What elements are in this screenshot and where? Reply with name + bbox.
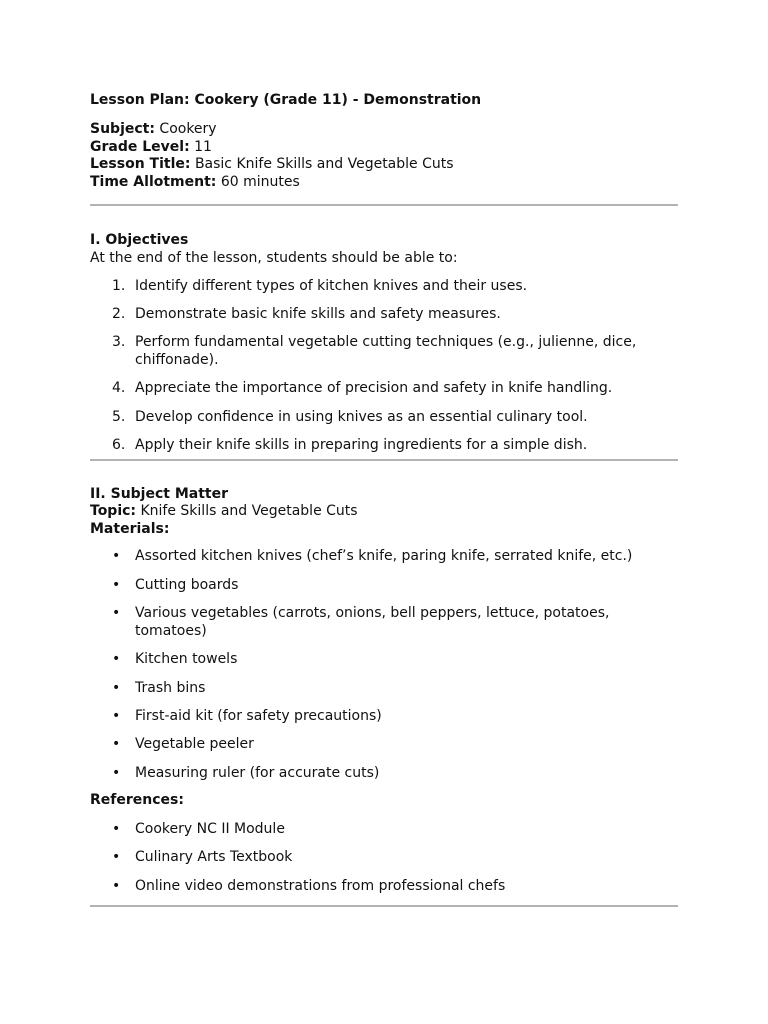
bullet-icon: • [112, 605, 121, 622]
list-item-text: Identify different types of kitchen knives and their uses. [135, 277, 528, 294]
list-item [90, 765, 678, 783]
list-item-text: Various vegetables (carrots, onions, bell peppers, lettuce, potatoes, tomatoes) [135, 605, 610, 639]
topic-value: Knife Skills and Vegetable Cuts [140, 503, 358, 520]
meta-time-allotment-value: 60 minutes [220, 173, 300, 190]
meta-time-allotment [90, 174, 678, 192]
meta-subject-value: Cookery [159, 121, 217, 137]
list-item-text: Trash bins [135, 679, 206, 696]
bullet-icon: • [112, 849, 121, 866]
list-item [90, 849, 678, 867]
list-item [90, 548, 678, 566]
list-item-text: Kitchen towels [135, 651, 238, 668]
list-number: 5. [112, 408, 126, 425]
list-item-text: Culinary Arts Textbook [135, 849, 293, 866]
list-item-text: Measuring ruler (for accurate cuts) [135, 764, 380, 781]
list-number: 4. [112, 380, 126, 397]
meta-lesson-title-label: Lesson Title: [90, 156, 191, 173]
list-item-text: Apply their knife skills in preparing ingredients for a simple dish. [135, 437, 588, 454]
objectives-list [90, 278, 678, 455]
list-item [90, 821, 678, 839]
list-item [90, 380, 678, 398]
list-number: 2. [112, 305, 126, 322]
objectives-intro: At the end of the lesson, students should be able to: [90, 249, 458, 266]
bullet-icon: • [112, 821, 121, 837]
list-item [90, 409, 678, 427]
list-item [90, 278, 678, 296]
list-item [90, 878, 678, 896]
section-divider [90, 204, 678, 206]
bullet-icon: • [112, 708, 121, 725]
bullet-icon: • [112, 736, 121, 753]
references-list [90, 821, 678, 895]
list-item [90, 306, 678, 324]
bullet-icon: • [112, 548, 121, 565]
list-item [90, 437, 678, 455]
meta-grade-level-label: Grade Level: [90, 138, 190, 155]
bullet-icon: • [112, 877, 121, 894]
materials-label: Materials: [90, 520, 170, 537]
list-item [90, 334, 678, 369]
list-item [90, 708, 678, 726]
list-number: 6. [112, 437, 126, 454]
lesson-meta [90, 121, 678, 191]
meta-subject-label: Subject: [90, 121, 155, 137]
objectives-heading: I. Objectives [90, 232, 189, 249]
list-item-text: Appreciate the importance of precision and safety in knife handling. [135, 380, 613, 397]
section-divider [90, 459, 678, 461]
topic-label: Topic: [90, 503, 137, 520]
section-divider [90, 905, 678, 907]
list-item-text: Assorted kitchen knives (chef’s knife, paring knife, serrated knife, etc.) [135, 548, 633, 565]
materials-list [90, 548, 678, 782]
meta-time-allotment-label: Time Allotment: [90, 173, 217, 190]
list-item-text: Vegetable peeler [135, 736, 254, 753]
meta-lesson-title-value: Basic Knife Skills and Vegetable Cuts [194, 156, 454, 173]
list-item [90, 605, 678, 640]
meta-subject [90, 121, 678, 139]
list-item-text: Perform fundamental vegetable cutting techniques (e.g., julienne, dice, chiffonade). [135, 334, 637, 368]
meta-grade-level [90, 139, 678, 157]
bullet-icon: • [112, 679, 121, 696]
list-item-text: Cutting boards [135, 576, 239, 593]
meta-grade-level-value: 11 [194, 138, 212, 155]
subject-matter-heading: II. Subject Matter [90, 485, 229, 502]
bullet-icon: • [112, 651, 121, 668]
bullet-icon: • [112, 576, 121, 593]
list-item [90, 680, 678, 698]
list-item [90, 651, 678, 669]
list-item-text: Cookery NC II Module [135, 821, 285, 837]
list-item-text: Develop confidence in using knives as an essential culinary tool. [135, 408, 588, 425]
page-title: Lesson Plan: Cookery (Grade 11) - Demonstration [90, 92, 482, 108]
list-item-text: Demonstrate basic knife skills and safety measures. [135, 305, 501, 322]
references-label: References: [90, 792, 184, 809]
document-content [90, 92, 678, 907]
list-number: 3. [112, 334, 126, 351]
list-number: 1. [112, 277, 126, 294]
list-item [90, 736, 678, 754]
list-item-text: First-aid kit (for safety precautions) [135, 708, 382, 725]
meta-lesson-title [90, 156, 678, 174]
list-item-text: Online video demonstrations from professional chefs [135, 877, 506, 894]
bullet-icon: • [112, 764, 121, 781]
list-item [90, 577, 678, 595]
topic-line [90, 503, 678, 521]
